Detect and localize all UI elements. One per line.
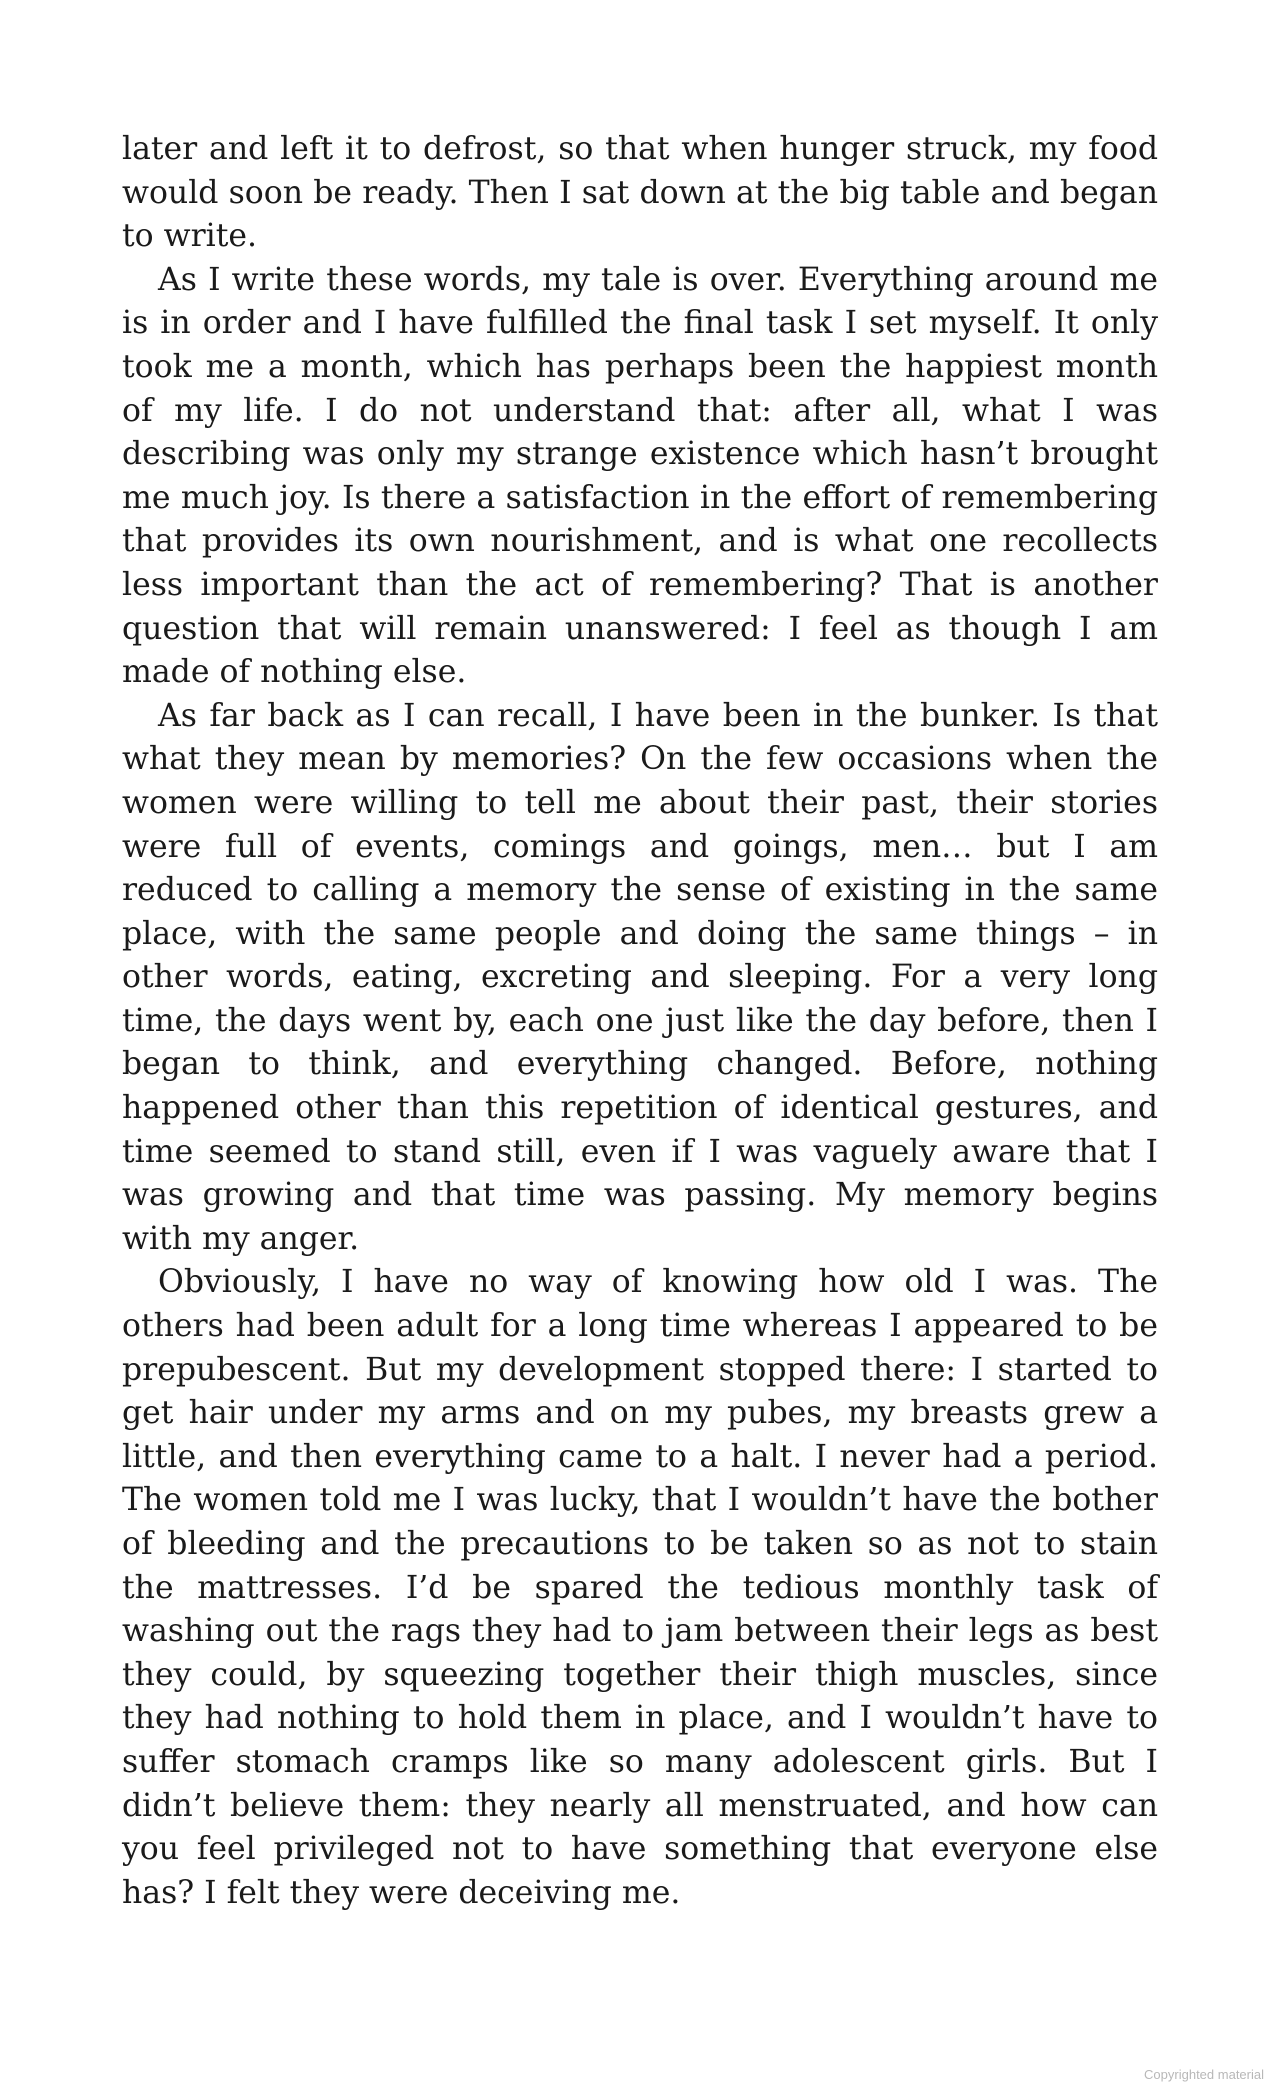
copyright-watermark: Copyrighted material	[1144, 2067, 1264, 2082]
paragraph: As far back as I can recall, I have been in the bunker. Is that what they mean by memories? On the few occasions when the women were willing to tell me about their past, their stories were full of events, comings and goings, men… but I am reduced to calling a memory the sense of existing in the same place, with the same people and doing the same things – in other words, eating, excreting and sleeping. For a very long time, the days went by, each one just like the day before, then I began to think, and everything changed. Before, nothing happened other than this repetition of identical gestures, and time seemed to stand still, even if I was vaguely aware that I was growing and that time was passing. My memory begins with my anger.	[122, 697, 1158, 1257]
paragraph-continued: later and left it to defrost, so that when hunger struck, my food would soon be ready. Then I sat down at the big table and began to write.	[122, 131, 1158, 255]
paragraph: As I write these words, my tale is over. Everything around me is in order and I have fulfilled the final task I set myself. It only took me a month, which has perhaps been the happiest month of my life. I do not understand that: after all, what I was describing was only my strange existence which hasn’t brought me much joy. Is there a satisfaction in the effort of remembering that provides its own nourishment, and is what one recollects less important than the act of remembering? That is another question that will remain unanswered: I feel as though I am made of nothing else.	[122, 261, 1158, 691]
book-page-text	[122, 128, 1158, 1915]
paragraph: Obviously, I have no way of knowing how old I was. The others had been adult for a long time whereas I appeared to be prepubescent. But my development stopped there: I started to get hair under my arms and on my pubes, my breasts grew a little, and then everything came to a halt. I never had a period. The women told me I was lucky, that I wouldn’t have the bother of bleeding and the precautions to be taken so as not to stain the mattresses. I’d be spared the tedious monthly task of washing out the rags they had to jam between their legs as best they could, by squeezing together their thigh muscles, since they had nothing to hold them in place, and I wouldn’t have to suffer stomach cramps like so many adolescent girls. But I didn’t believe them: they nearly all menstruated, and how can you feel privileged not to have something that everyone else has? I felt they were deceiving me.	[122, 1264, 1158, 1911]
